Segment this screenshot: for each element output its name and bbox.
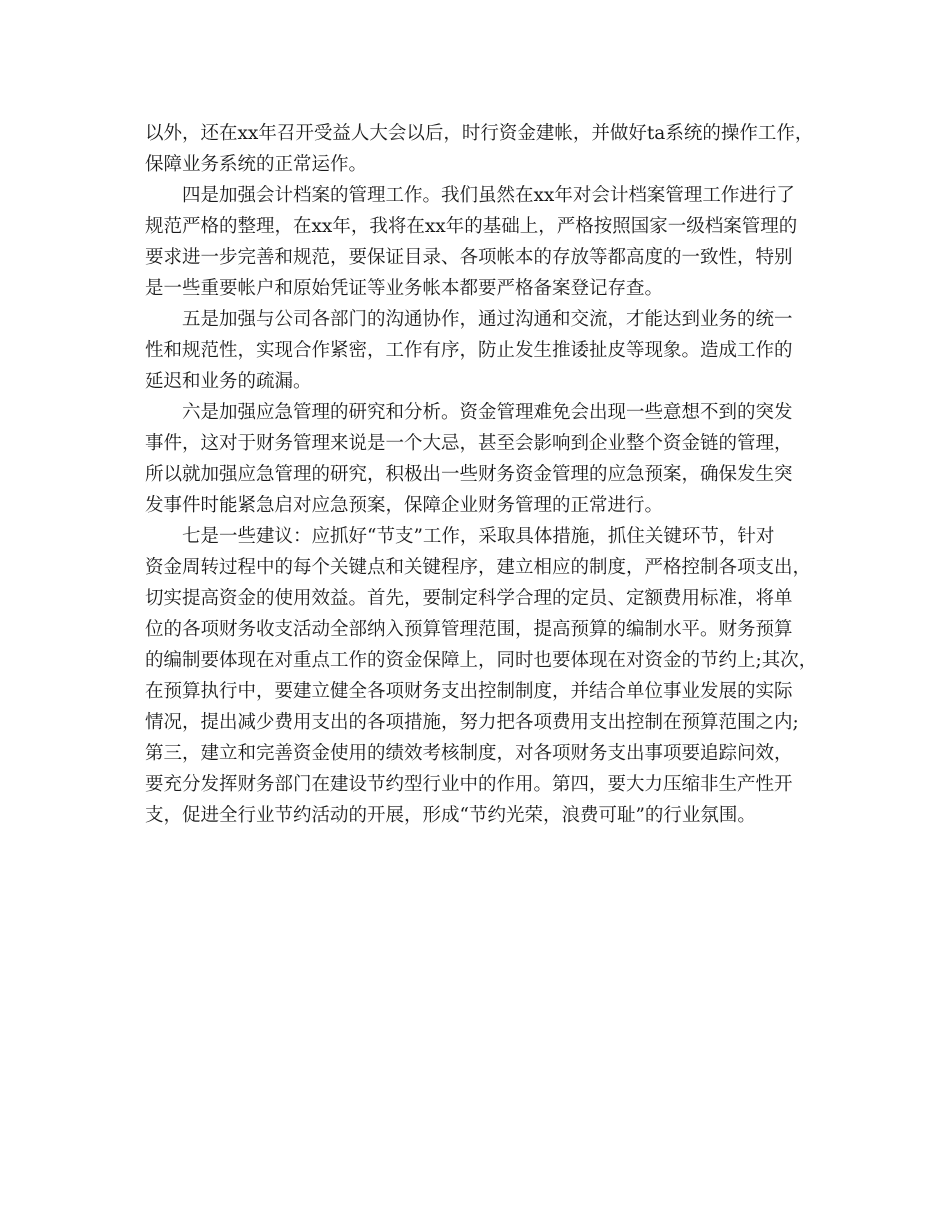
text-line: 规范严格的整理，在xx年，我将在xx年的基础上，严格按照国家一级档案管理的 [145, 216, 798, 237]
text-line: 要求进一步完善和规范，要保证目录、各项帐本的存放等都高度的一致性，特别 [145, 247, 793, 268]
document-body [145, 118, 845, 831]
paragraph-first-line: 七是一些建议：应抓好“节支”工作，采取具体措施，抓住关键环节，针对 [182, 526, 775, 547]
text-line: 位的各项财务收支活动全部纳入预算管理范围，提高预算的编制水平。财务预算 [145, 619, 793, 640]
text-line: 事件，这对于财务管理来说是一个大忌，甚至会影响到企业整个资金链的管理， [145, 433, 793, 454]
text-line: 性和规范性，实现合作紧密，工作有序，防止发生推诿扯皮等现象。造成工作的 [145, 340, 793, 361]
text-line: 第三，建立和完善资金使用的绩效考核制度，对各项财务支出事项要追踪问效， [145, 743, 793, 764]
paragraph-first-line: 六是加强应急管理的研究和分析。资金管理难免会出现一些意想不到的突发 [182, 402, 793, 423]
paragraph-first-line: 五是加强与公司各部门的沟通协作，通过沟通和交流，才能达到业务的统一 [182, 309, 793, 330]
text-line: 延迟和业务的疏漏。 [145, 371, 312, 392]
text-line: 以外，还在xx年召开受益人大会以后，时行资金建帐，并做好ta系统的操作工作， [145, 123, 814, 144]
text-line: 保障业务系统的正常运作。 [145, 154, 368, 175]
text-line: 要充分发挥财务部门在建设节约型行业中的作用。第四，要大力压缩非生产性开 [145, 774, 793, 795]
text-line: 资金周转过程中的每个关键点和关键程序，建立相应的制度，严格控制各项支出， [145, 557, 812, 578]
text-line: 情况，提出减少费用支出的各项措施，努力把各项费用支出控制在预算范围之内; [145, 712, 799, 733]
text-line: 切实提高资金的使用效益。首先，要制定科学合理的定员、定额费用标准，将单 [145, 588, 793, 609]
text-line: 是一些重要帐户和原始凭证等业务帐本都要严格备案登记存查。 [145, 278, 664, 299]
text-line: 所以就加强应急管理的研究，积极出一些财务资金管理的应急预案，确保发生突 [145, 464, 793, 485]
text-line: 发事件时能紧急启对应急预案，保障企业财务管理的正常进行。 [145, 495, 664, 516]
text-line: 在预算执行中，要建立健全各项财务支出控制制度，并结合单位事业发展的实际 [145, 681, 793, 702]
paragraph-first-line: 四是加强会计档案的管理工作。我们虽然在xx年对会计档案管理工作进行了 [182, 185, 795, 206]
text-line: 支，促进全行业节约活动的开展，形成“节约光荣，浪费可耻”的行业氛围。 [145, 805, 756, 826]
text-line: 的编制要体现在对重点工作的资金保障上，同时也要体现在对资金的节约上;其次， [145, 650, 818, 671]
